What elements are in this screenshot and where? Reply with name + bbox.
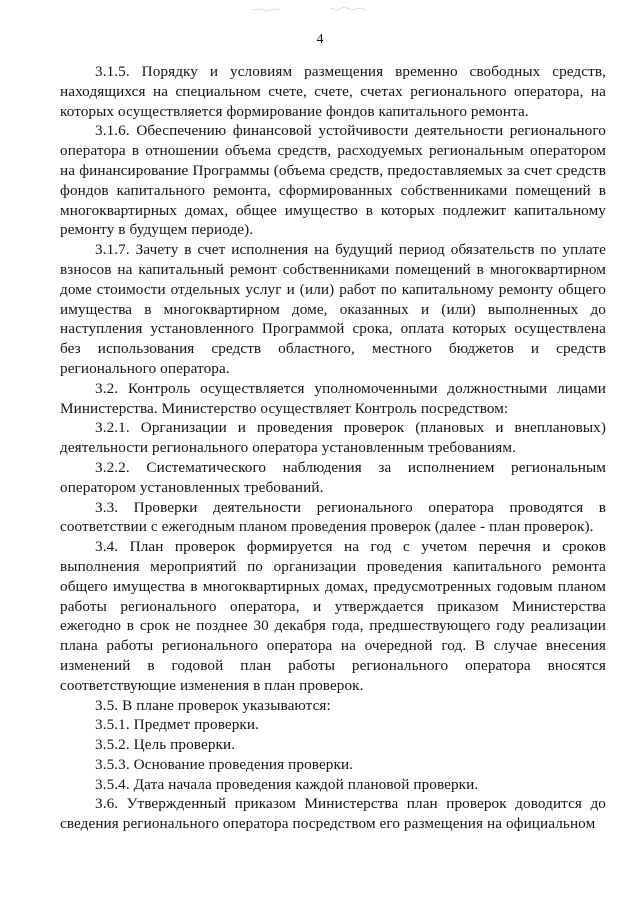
paragraph-3-1-6: 3.1.6. Обеспечению финансовой устойчивости деятельности регионального оператора в отношении объема средств, расходуемых региональным оператором на финансирование Программы (объема средств, предоставляемых за счет средств фондов капитального ремонта, сформированных собственниками помещений в многоквартирных домах, общее имущество в которых подлежит капитальному ремонту в будущем периоде). [60,122,606,239]
paragraph-3-2-2: 3.2.2. Систематического наблюдения за исполнением региональным оператором установленных требований. [60,458,606,496]
paragraph-3-1-5: 3.1.5. Порядку и условиям размещения временно свободных средств, находящихся на специальном счете, счете, счетах регионального оператора, на которых осуществляется формирование фондов капитального ремонта. [60,63,606,120]
paragraph-3-2-1: 3.2.1. Организации и проведения проверок (плановых и внеплановых) деятельности регионального оператора установленным требованиям. [60,419,606,457]
paragraph-3-2: 3.2. Контроль осуществляется уполномоченными должностными лицами Министерства. Министерство осуществляет Контроль посредством: [60,379,606,417]
paragraph-3-5: 3.5. В плане проверок указываются: [95,696,331,714]
paragraph-3-5-2: 3.5.2. Цель проверки. [95,736,236,754]
paragraph-3-5-1: 3.5.1. Предмет проверки. [95,716,260,734]
paragraph-3-5-3: 3.5.3. Основание проведения проверки. [95,755,354,773]
paragraph-3-3: 3.3. Проверки деятельности регионального оператора проводятся в соответствии с ежегодным планом проведения проверок (далее - план проверок). [60,498,606,536]
scan-artifact [250,4,370,14]
paragraph-3-6: 3.6. Утвержденный приказом Министерства план проверок доводится до сведения регионального оператора посредством его размещения на официальном [60,795,606,833]
page-number: 4 [316,32,324,47]
document-body [60,62,606,834]
paragraph-3-5-4: 3.5.4. Дата начала проведения каждой плановой проверки. [95,775,479,793]
paragraph-3-1-7: 3.1.7. Зачету в счет исполнения на будущий период обязательств по уплате взносов на капитальный ремонт собственниками помещений в многоквартирном доме стоимости отдельных услуг и (или) работ по капитальному ремонту общего имущества в многоквартирном доме, оказанных и (или) выполненных до наступления установленного Программой срока, оплата которых осуществлена без использования средств областного, местного бюджетов и средств регионального оператора. [60,241,606,377]
paragraph-3-4: 3.4. План проверок формируется на год с учетом перечня и сроков выполнения мероприятий по организации проведения капитального ремонта общего имущества в многоквартирных домах, предусмотренных годовым планом работы регионального оператора, и утверждается приказом Министерства ежегодно в срок не позднее 30 декабря года, предшествующего году реализации плана работы регионального оператора на очередной год. В случае внесения изменений в годовой план работы регионального оператора вносятся соответствующие изменения в план проверок. [60,538,606,694]
